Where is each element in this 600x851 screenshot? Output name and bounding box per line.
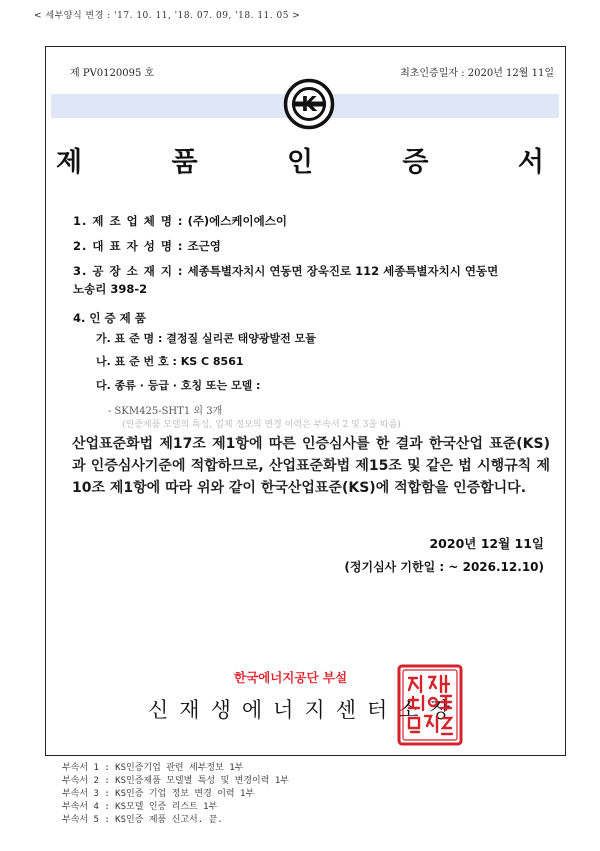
attachment-item: 부속서 5 : KS인증 제품 신고서. 끝.	[62, 815, 223, 825]
representative-value: 조근영	[187, 239, 221, 253]
attachment-item: 부속서 3 : KS인증 기업 정보 변경 이력 1부	[62, 789, 255, 799]
first-certification-date: 최초인증일자 : 2020년 12월 11일	[400, 68, 554, 79]
standard-name-value: 결정질 실리콘 태양광발전 모듈	[166, 332, 316, 345]
ks-logo-icon	[283, 78, 335, 130]
form-revision-note: < 세부양식 변경 : '17. 10. 11, '18. 07. 09, '18. 11. 05 >	[34, 11, 301, 21]
representative-label: 2. 대 표 자 성 명 :	[73, 239, 184, 253]
attachment-item: 부속서 2 : KS인증제품 모델별 특성 및 변경이력 1부	[62, 776, 289, 786]
factory-address-label: 3. 공 장 소 재 지 :	[73, 264, 184, 278]
model-list: - SKM425-SHT1 외 3개	[108, 406, 223, 417]
issuer-title: 신재생에너지센터소장	[148, 698, 461, 722]
standard-number-value: KS C 8561	[180, 355, 244, 368]
factory-address-value: 세종특별자치시 연동면 장욱진로 112 세종특별자치시 연동면	[187, 264, 499, 278]
factory-address-value-line2: 노송리 398-2	[73, 282, 148, 296]
model-change-note: (인증제품 모델의 특성, 업체 정보의 변경 이력은 부속서 2 및 3을 따름)	[122, 420, 401, 430]
issue-date: 2020년 12월 11일	[429, 536, 544, 551]
standard-number-row	[96, 353, 244, 369]
manufacturer-value: (주)에스케이에스이	[187, 214, 287, 228]
attachment-item: 부속서 1 : KS인증기업 관련 세부정보 1부	[62, 763, 244, 773]
certified-product-heading: 4. 인 증 제 품	[73, 311, 146, 325]
standard-name-row	[96, 330, 316, 346]
logo-letter: K	[301, 92, 317, 116]
attachment-item: 부속서 4 : KS모델 인증 리스트 1부	[62, 802, 218, 812]
manufacturer-row	[73, 213, 287, 229]
model-type-label: 다. 종류 · 등급 · 호칭 또는 모델 :	[96, 379, 261, 392]
issuing-agency: 한국에너지공단 부설	[234, 670, 348, 685]
certificate-number: 제 PV0120095 호	[70, 68, 155, 79]
representative-row	[73, 238, 221, 254]
standard-name-label: 가. 표 준 명 :	[96, 332, 163, 345]
standard-number-label: 나. 표 준 번 호 :	[96, 355, 177, 368]
certification-statement: 산업표준화법 제17조 제1항에 따른 인증심사를 한 결과 한국산업 표준(KS)과 인증심사기준에 적합하므로, 산업표준화법 제15조 및 같은 법 시행규칙 제10조 제1항에 따라 위와 같이 한국산업표준(KS)에 적합함을 인증합니다.	[72, 436, 550, 496]
review-deadline: (정기심사 기한일 : ~ 2026.12.10)	[344, 560, 544, 574]
official-seal-icon	[397, 664, 463, 746]
factory-address-row	[73, 263, 498, 279]
manufacturer-label: 1. 제 조 업 체 명 :	[73, 214, 184, 228]
certificate-title: 제 품 인 증 서	[55, 147, 584, 178]
